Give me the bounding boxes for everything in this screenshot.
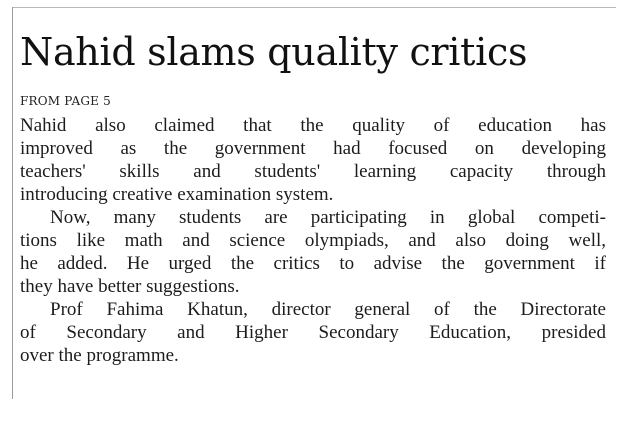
- top-rule: [12, 7, 616, 8]
- paragraph-2: [20, 206, 606, 298]
- paragraph-3: [20, 298, 606, 367]
- paragraph-line: Now, many students are participating in global competi-: [50, 207, 606, 228]
- article-body: [20, 114, 606, 367]
- headline: Nahid slams quality critics: [20, 30, 528, 74]
- paragraph-line: tions like math and science olympiads, and also doing well,: [20, 230, 606, 251]
- paragraph-line: of Secondary and Higher Secondary Education, presided: [20, 322, 606, 343]
- paragraph-line: Prof Fahima Khatun, director general of the Directorate: [50, 299, 606, 320]
- paragraph-line: over the programme.: [20, 345, 179, 366]
- paragraph-1: [20, 114, 606, 206]
- paragraph-line: Nahid also claimed that the quality of education has: [20, 115, 606, 136]
- left-column-rule: [12, 7, 13, 399]
- jump-line: FROM PAGE 5: [20, 94, 111, 108]
- paragraph-line: he added. He urged the critics to advise the government if: [20, 253, 606, 274]
- paragraph-line: introducing creative examination system.: [20, 184, 334, 205]
- paragraph-line: improved as the government had focused on developing: [20, 138, 606, 159]
- paragraph-line: teachers' skills and students' learning capacity through: [20, 161, 606, 182]
- paragraph-line: they have better suggestions.: [20, 276, 240, 297]
